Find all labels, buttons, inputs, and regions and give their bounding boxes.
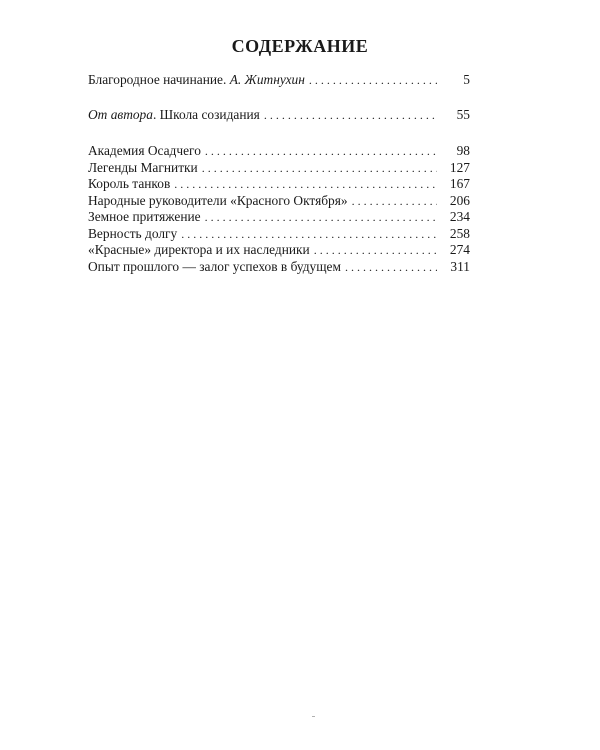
dot-leader bbox=[264, 107, 437, 124]
table-of-contents bbox=[88, 72, 470, 275]
toc-entry-page: 127 bbox=[449, 159, 470, 175]
toc-entry-page: 55 bbox=[456, 106, 470, 122]
dot-leader bbox=[314, 242, 437, 259]
toc-entry-title: Легенды Магнитки bbox=[88, 159, 198, 175]
toc-entry bbox=[88, 242, 470, 259]
toc-entry bbox=[88, 176, 470, 193]
toc-entry bbox=[88, 72, 470, 89]
dot-leader bbox=[345, 259, 437, 276]
dot-leader bbox=[205, 143, 437, 160]
toc-entry-title: Верность долгу bbox=[88, 225, 178, 241]
toc-entry bbox=[88, 107, 470, 124]
toc-entry-label bbox=[88, 107, 260, 124]
dot-leader bbox=[202, 160, 437, 177]
toc-entry-page: 258 bbox=[449, 225, 470, 241]
toc-entry-title: Народные руководители «Красного Октября» bbox=[88, 192, 348, 208]
toc-entry-title: Король танков bbox=[88, 176, 171, 191]
toc-entry-label bbox=[88, 72, 305, 89]
toc-entry-title: . Школа созидания bbox=[152, 106, 260, 122]
page-title: СОДЕРЖАНИЕ bbox=[231, 36, 369, 56]
toc-entry-page: 167 bbox=[449, 176, 470, 191]
dot-leader bbox=[352, 193, 437, 210]
toc-entry-page: 274 bbox=[449, 242, 470, 257]
dot-leader bbox=[181, 226, 437, 243]
toc-entry-page: 311 bbox=[450, 258, 470, 274]
toc-entry-page: 5 bbox=[463, 72, 470, 87]
toc-entry-prefix: От автора bbox=[88, 106, 153, 122]
toc-entry-title: «Красные» директора и их наследники bbox=[88, 242, 310, 257]
toc-entry-title: Опыт прошлого — залог успехов в будущем bbox=[88, 258, 341, 274]
dot-leader bbox=[309, 72, 437, 89]
toc-entry-page: 234 bbox=[449, 209, 470, 224]
toc-entry-page: 98 bbox=[456, 143, 470, 158]
dot-leader bbox=[174, 176, 437, 193]
toc-entry-author: А. Житнухин bbox=[229, 72, 305, 87]
toc-entry bbox=[88, 193, 470, 210]
toc-entry bbox=[88, 143, 470, 160]
toc-entry bbox=[88, 259, 470, 276]
toc-entry-title: Благородное начинание. bbox=[88, 72, 230, 87]
toc-entry-title: Земное притяжение bbox=[88, 209, 201, 224]
toc-entry bbox=[88, 209, 470, 226]
toc-entry-page: 206 bbox=[449, 192, 470, 208]
toc-entry-title: Академия Осадчего bbox=[88, 143, 201, 158]
toc-entry bbox=[88, 226, 470, 243]
toc-entry bbox=[88, 160, 470, 177]
dot-leader bbox=[205, 209, 437, 226]
print-mark bbox=[312, 716, 315, 717]
